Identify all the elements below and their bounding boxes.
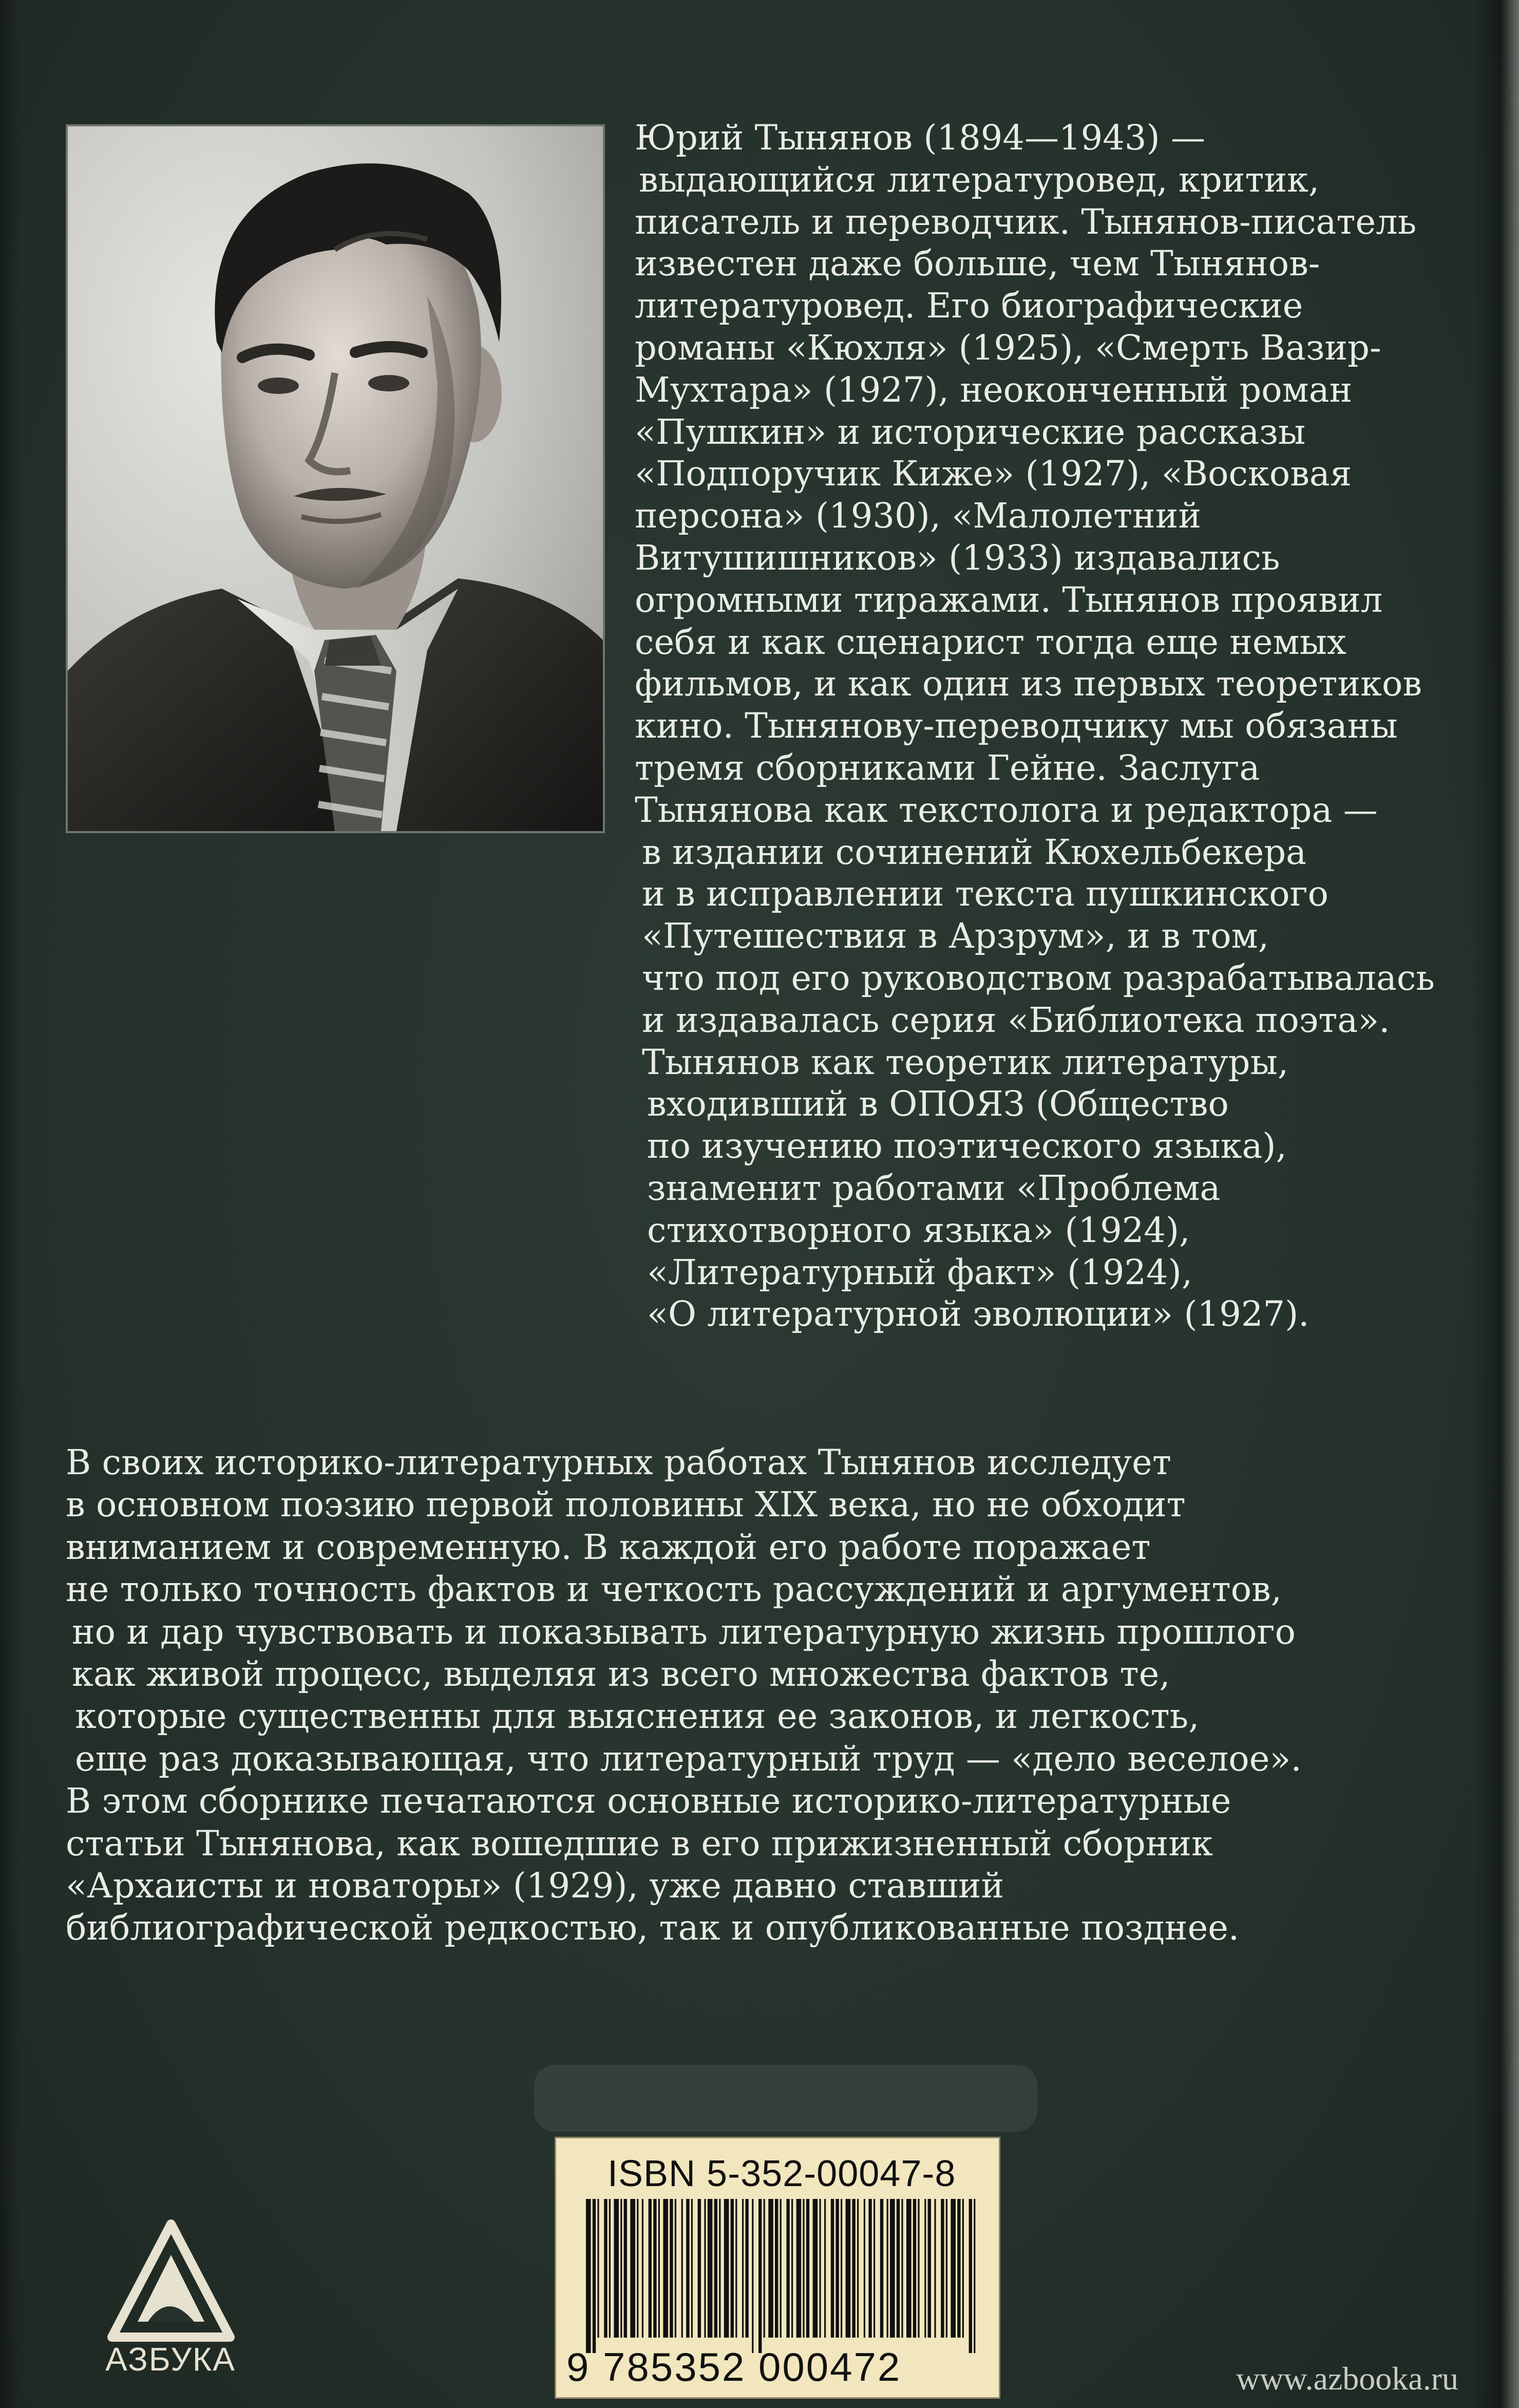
barcode-bar (924, 2199, 926, 2338)
barcode-bar (780, 2199, 782, 2338)
bio-line: «Путешествия в Арзрум», и в том, (642, 916, 1269, 956)
bio-line: огромными тиражами. Тынянов проявил (635, 579, 1383, 620)
author-portrait (66, 124, 605, 833)
barcode-bar (630, 2199, 635, 2338)
barcode-bar (708, 2199, 713, 2338)
summary-line: вниманием и современную. В каждой его работе поражает (66, 1527, 1151, 1567)
barcode-bar (928, 2199, 931, 2338)
bio-line: персона» (1930), «Малолетний (635, 496, 1202, 536)
barcode-bar (681, 2199, 683, 2338)
bio-line: Юрий Тынянов (1894—1943) — (635, 118, 1205, 158)
barcode-bar (890, 2199, 895, 2338)
barcode-bar (764, 2199, 765, 2338)
bio-line: Мухтара» (1927), неоконченный роман (635, 369, 1353, 410)
summary-line: которые существенны для выяснения ее законов, и легкость, (75, 1696, 1200, 1737)
barcode-bar (803, 2199, 804, 2338)
summary-line: В этом сборнике печатаются основные историко-литературные (66, 1781, 1231, 1821)
barcode-bar (791, 2199, 793, 2338)
bio-line: писатель и переводчик. Тынянов-писатель (635, 201, 1417, 242)
bio-line: в издании сочинений Кюхельбекера (642, 832, 1307, 872)
barcode-bar (719, 2199, 720, 2338)
barcode-bar (897, 2199, 900, 2338)
isbn-label: ISBN 5-352-00047-8 (607, 2153, 956, 2194)
barcode-bar (731, 2199, 734, 2338)
cover-left-shadow (0, 0, 21, 2408)
summary-line: еще раз доказывающая, что литературный труд — «дело веселое». (75, 1738, 1302, 1779)
summary-line: В своих историко-литературных работах Тынянов исследует (66, 1442, 1171, 1482)
bio-line: и в исправлении текста пушкинского (642, 874, 1328, 914)
barcode-bars (581, 2199, 981, 2353)
publisher-name: АЗБУКА (105, 2341, 236, 2378)
barcode-bar (675, 2199, 676, 2338)
summary-line: библиографической редкостью, так и опубликованные позднее. (66, 1908, 1240, 1948)
summary-line: как живой процесс, выделяя из всего множества фактов те, (72, 1654, 1170, 1695)
ean-number: 9 785352 000472 (566, 2344, 902, 2390)
barcode-bar (637, 2199, 638, 2338)
barcode-bar (614, 2199, 619, 2338)
portrait-drawing (68, 126, 603, 831)
barcode-bar (649, 2199, 652, 2338)
barcode-bar (663, 2199, 668, 2338)
barcode-bar (768, 2199, 773, 2338)
summary-line: но и дар чувствовать и показывать литературную жизнь прошлого (72, 1611, 1296, 1652)
barcode-bar (836, 2199, 839, 2338)
summary-line: «Архаисты и новаторы» (1929), уже давно ставший (66, 1866, 1004, 1906)
barcode-bar (752, 2199, 753, 2353)
barcode-bar (946, 2199, 947, 2338)
barcode-bar (906, 2199, 912, 2338)
bio-line: романы «Кюхля» (1925), «Смерть Вазир- (635, 327, 1381, 368)
barcode-bar (796, 2199, 802, 2338)
barcode-bar (864, 2199, 865, 2338)
barcode-bar (670, 2199, 673, 2338)
bio-line: по изучению поэтического языка), (647, 1126, 1287, 1167)
barcode-bar (735, 2199, 737, 2338)
bio-line: выдающийся литературовед, критик, (639, 159, 1320, 200)
barcode-bar (913, 2199, 916, 2338)
barcode-bar (874, 2199, 875, 2338)
isbn-barcode (555, 2137, 1000, 2399)
barcode-bar (887, 2199, 888, 2338)
barcode-bar (698, 2199, 701, 2338)
bio-line: знаменит работами «Проблема (647, 1168, 1221, 1208)
barcode-bar (819, 2199, 821, 2338)
bio-line: Витушишников» (1933) издавались (635, 537, 1280, 578)
barcode-bar (868, 2199, 871, 2338)
barcode-bar (642, 2199, 643, 2338)
barcode-bar (586, 2199, 591, 2353)
bio-line: входивший в ОПОЯЗ (Общество (647, 1084, 1229, 1124)
barcode-bar (597, 2199, 599, 2338)
bio-line: себя и как сценарист тогда еще немых (635, 622, 1346, 662)
bio-line: «Пушкин» и исторические рассказы (635, 411, 1306, 452)
barcode-bar (653, 2199, 656, 2338)
summary-line: в основном поэзию первой половины XIX века, но не обходит (66, 1484, 1186, 1525)
barcode-bar (806, 2199, 809, 2338)
barcode-bar (691, 2199, 693, 2338)
barcode-bar (934, 2199, 936, 2338)
barcode-bar (724, 2199, 729, 2338)
bio-line: кино. Тынянову-переводчику мы обязаны (635, 706, 1398, 746)
barcode-bar (941, 2199, 944, 2338)
barcode-bar (901, 2199, 903, 2338)
barcode-bar (880, 2199, 883, 2338)
bio-line: «О литературной эволюции» (1927). (647, 1294, 1309, 1334)
barcode-bar (593, 2199, 596, 2353)
barcode-bar (786, 2199, 789, 2338)
barcode-bar (609, 2199, 611, 2338)
barcode-bar (841, 2199, 842, 2338)
barcode-bar (745, 2199, 748, 2338)
barcode-bar (714, 2199, 717, 2338)
barcode-bar (658, 2199, 660, 2338)
barcode-bar (620, 2199, 622, 2338)
book-summary (66, 1441, 1463, 1949)
barcode-bar (624, 2199, 627, 2338)
barcode-bar (846, 2199, 851, 2338)
barcode-bar (831, 2199, 834, 2338)
barcode-bar (775, 2199, 778, 2338)
bio-line: «Литературный факт» (1924), (647, 1252, 1193, 1292)
barcode-bar (704, 2199, 706, 2338)
barcode-bar (852, 2199, 855, 2338)
bio-line: известен даже больше, чем Тынянов- (635, 243, 1320, 284)
worn-patch (534, 2065, 1037, 2132)
bio-line: и издавалась серия «Библиотека поэта». (642, 1000, 1390, 1040)
barcode-bar (758, 2199, 762, 2353)
summary-line: статьи Тынянова, как вошедшие в его прижизненный сборник (66, 1823, 1213, 1864)
bio-line: Тынянов как теоретик литературы, (642, 1042, 1289, 1082)
barcode-bar (742, 2199, 744, 2338)
barcode-bar (813, 2199, 818, 2338)
barcode-bar (969, 2199, 972, 2353)
barcode-bar (824, 2199, 826, 2338)
bio-line: стихотворного языка» (1924), (647, 1210, 1190, 1250)
barcode-bar (918, 2199, 919, 2338)
bio-line: фильмов, и как один из первых теоретиков (635, 664, 1422, 704)
author-bio (635, 117, 1477, 1335)
bio-line: Тынянова как текстолога и редактора — (635, 789, 1378, 830)
barcode-bar (604, 2199, 607, 2338)
bio-line: что под его руководством разрабатывалась (642, 957, 1435, 998)
barcode-bar (686, 2199, 689, 2338)
bio-line: «Подпоручик Киже» (1927), «Восковая (635, 454, 1352, 494)
barcode-bar (962, 2199, 964, 2338)
barcode-bar (957, 2199, 960, 2338)
barcode-bar (857, 2199, 859, 2338)
bio-line: тремя сборниками Гейне. Заслуга (635, 747, 1260, 788)
bio-line: литературовед. Его биографические (635, 286, 1303, 326)
publisher-url: www.azbooka.ru (1236, 2360, 1458, 2397)
summary-line: не только точность фактов и четкость рассуждений и аргументов, (66, 1569, 1282, 1610)
cover-right-edge (1473, 0, 1519, 2408)
barcode-bar (974, 2199, 975, 2353)
barcode-bar (951, 2199, 956, 2338)
